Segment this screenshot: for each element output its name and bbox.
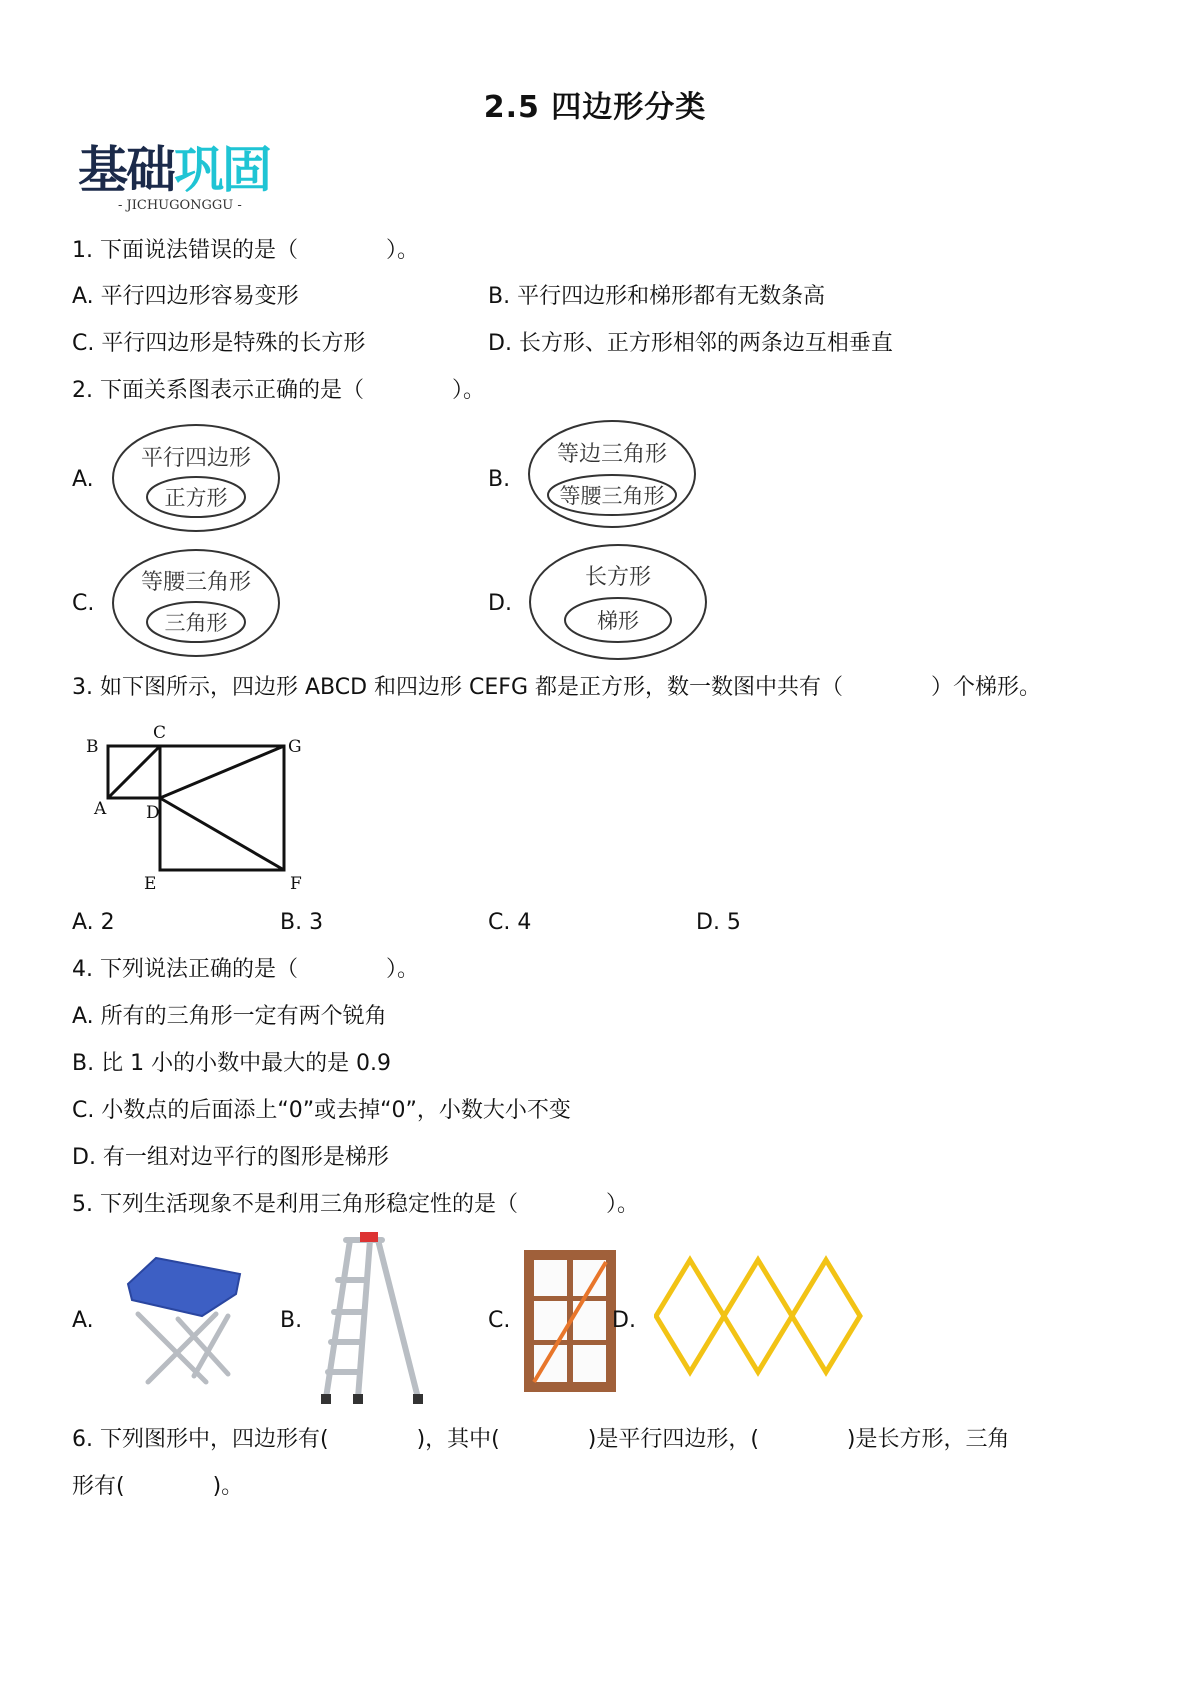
window-frame-icon[interactable]	[522, 1248, 618, 1394]
q2-option-a-letter[interactable]: A.	[72, 467, 94, 492]
q3-label-g: G	[288, 737, 302, 757]
q3-stem: 3. 如下图所示，四边形 ABCD 和四边形 CEFG 都是正方形，数一数图中共有（ ）个梯形。	[72, 675, 1041, 700]
q2-option-a-diagram[interactable]	[108, 420, 288, 538]
q3-option-c[interactable]: C. 4	[488, 910, 532, 935]
q6-line-2: 形有( )。	[72, 1474, 244, 1499]
q3-label-c: C	[153, 723, 167, 743]
ladder-icon[interactable]	[318, 1230, 428, 1410]
q2-c-outer-label: 等腰三角形	[140, 570, 252, 595]
q3-option-b[interactable]: B. 3	[280, 910, 324, 935]
logo-subtitle: - JICHUGONGGU -	[118, 198, 242, 213]
q6-line-1: 6. 下列图形中，四边形有( )，其中( )是平行四边形，( )是长方形，三角	[72, 1427, 1010, 1452]
q2-d-inner-label: 梯形	[597, 609, 639, 633]
q3-label-d: D	[146, 803, 160, 823]
q4-option-d[interactable]: D. 有一组对边平行的图形是梯形	[72, 1145, 389, 1170]
section-logo: 基础巩固 - JICHUGONGGU -	[78, 141, 270, 213]
q2-c-inner-label: 三角形	[164, 611, 228, 635]
q2-b-outer-label: 等边三角形	[556, 442, 668, 467]
q5-option-c-letter[interactable]: C.	[488, 1308, 511, 1333]
page-title: 2.5 四边形分类	[483, 90, 707, 125]
q1-option-d[interactable]: D. 长方形、正方形相邻的两条边互相垂直	[488, 331, 893, 356]
q2-a-inner-label: 正方形	[164, 486, 228, 510]
q3-option-a[interactable]: A. 2	[72, 910, 115, 935]
q3-label-b: B	[86, 737, 99, 757]
q4-stem: 4. 下列说法正确的是（ ）。	[72, 957, 419, 982]
q4-option-c[interactable]: C. 小数点的后面添上“0”或去掉“0”，小数大小不变	[72, 1098, 571, 1123]
q1-option-b[interactable]: B. 平行四边形和梯形都有无数条高	[488, 284, 826, 309]
q3-option-d[interactable]: D. 5	[696, 910, 741, 935]
q1-stem: 1. 下面说法错误的是（ ）。	[72, 238, 419, 263]
q5-option-a-letter[interactable]: A.	[72, 1308, 94, 1333]
q2-option-c-letter[interactable]: C.	[72, 591, 95, 616]
q3-figure	[78, 722, 318, 892]
q2-a-outer-label: 平行四边形	[140, 446, 252, 471]
q2-b-inner-label: 等腰三角形	[559, 484, 665, 508]
q5-stem: 5. 下列生活现象不是利用三角形稳定性的是（ ）。	[72, 1192, 639, 1217]
q3-label-a: A	[94, 799, 107, 819]
folding-stool-icon[interactable]	[118, 1244, 248, 1394]
q4-option-b[interactable]: B. 比 1 小的小数中最大的是 0.9	[72, 1051, 392, 1076]
q2-option-c-diagram[interactable]	[108, 545, 288, 663]
q2-option-d-letter[interactable]: D.	[488, 591, 512, 616]
lattice-fence-icon[interactable]	[654, 1254, 864, 1384]
q2-option-b-diagram[interactable]	[524, 418, 704, 536]
q5-option-b-letter[interactable]: B.	[280, 1308, 303, 1333]
q1-option-c[interactable]: C. 平行四边形是特殊的长方形	[72, 331, 366, 356]
q2-d-outer-label: 长方形	[584, 565, 652, 590]
q3-label-f: F	[290, 874, 302, 892]
q3-label-e: E	[144, 874, 157, 892]
q5-option-d-letter[interactable]: D.	[612, 1308, 636, 1333]
q1-option-a[interactable]: A. 平行四边形容易变形	[72, 284, 299, 309]
q2-stem: 2. 下面关系图表示正确的是（ ）。	[72, 378, 485, 403]
q2-option-d-diagram[interactable]	[524, 540, 714, 664]
q2-option-b-letter[interactable]: B.	[488, 467, 511, 492]
q4-option-a[interactable]: A. 所有的三角形一定有两个锐角	[72, 1004, 387, 1029]
